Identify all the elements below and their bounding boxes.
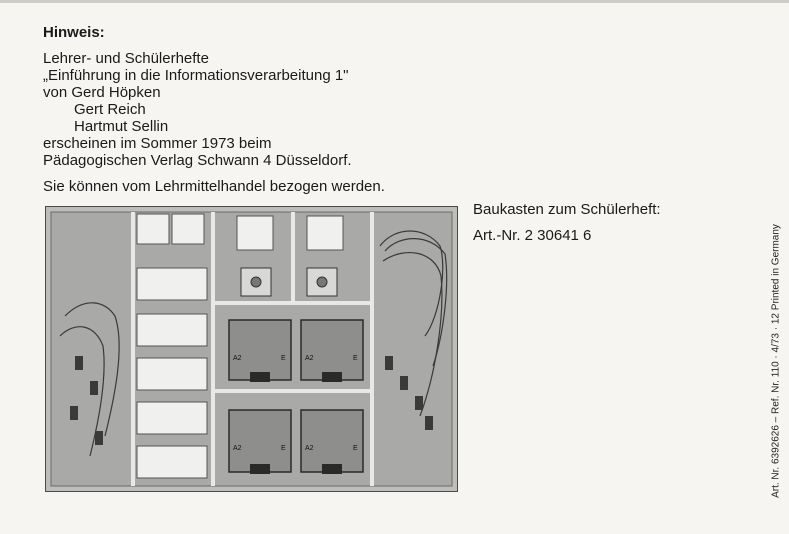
module-label: E [353,445,358,452]
author-line: Hartmut Sellin [74,118,169,135]
kit-caption-title: Baukasten zum Schülerheft: [473,201,661,218]
top-edge-line [0,0,789,3]
publication-line: erscheinen im Sommer 1973 beim [43,135,272,152]
publisher-line: Pädagogischen Verlag Schwann 4 Düsseldorf. [43,152,352,169]
module-label: E [353,355,358,362]
notice-line: Lehrer- und Schülerhefte [43,50,209,67]
module-label: A2 [233,445,242,452]
book-title-line: „Einführung in die Informationsverarbeitung 1" [43,67,349,84]
module-label: A2 [305,445,314,452]
author-line: Gert Reich [74,101,146,118]
construction-kit-photo [45,206,458,492]
module-label: E [281,355,286,362]
author-line: von Gerd Höpken [43,84,161,101]
notice-block [43,24,385,195]
module-label: E [281,445,286,452]
module-label: A2 [233,355,242,362]
notice-heading: Hinweis: [43,24,105,41]
availability-line: Sie können vom Lehrmittelhandel bezogen werden. [43,178,385,195]
side-imprint: Art. Nr. 6392626 – Ref. Nr. 110 · 4/73 · 12 Printed in Germany [770,224,782,498]
module-label: A2 [305,355,314,362]
kit-article-number: Art.-Nr. 2 30641 6 [473,227,592,244]
